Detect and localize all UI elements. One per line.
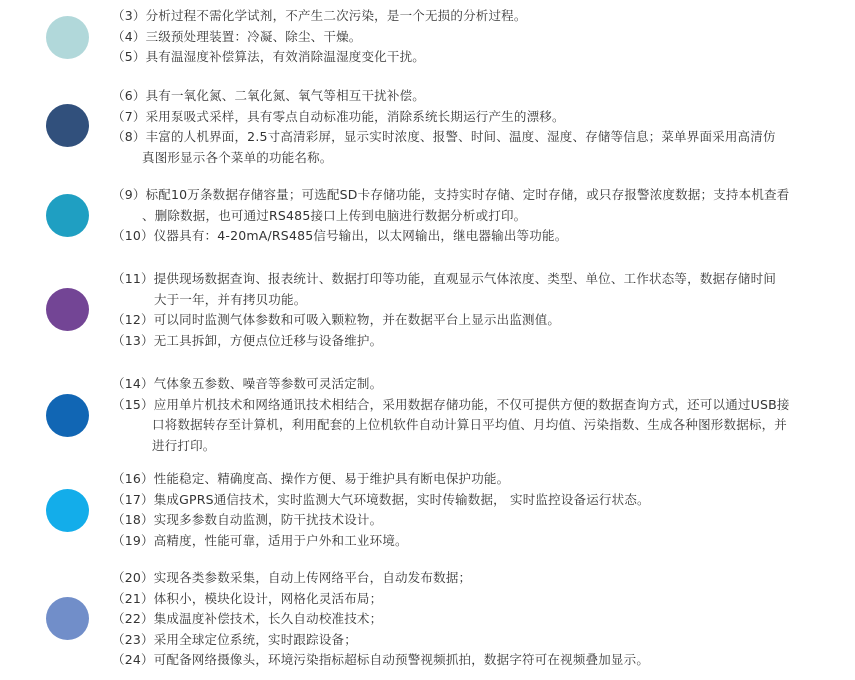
feature-list: [112, 568, 837, 671]
feature-item: [112, 269, 837, 310]
feature-number: （11）: [112, 271, 154, 286]
feature-text: 采用全球定位系统，实时跟踪设备；: [153, 631, 357, 647]
feature-item: [112, 650, 837, 671]
feature-text: 应用单片机技术和网络通讯技术相结合，采用数据存储功能，不仅可提供方便的数据查询方式，还可以通过USB接: [153, 396, 790, 412]
feature-number: （14）: [112, 376, 154, 391]
feature-text: 采用泵吸式采样，具有零点自动标准功能，消除系统长期运行产生的漂移。: [145, 108, 565, 124]
feature-text: 具有温湿度补偿算法，有效消除温湿度变化干扰。: [145, 49, 425, 64]
feature-item: [112, 185, 837, 226]
feature-text-continued: 进行打印。: [152, 437, 216, 453]
group-bullet-circle: [46, 16, 89, 59]
feature-number: （13）: [112, 332, 154, 348]
feature-number: （15）: [112, 396, 154, 412]
feature-list: [112, 469, 837, 551]
feature-text: 实现各类参数采集，自动上传网络平台，自动发布数据；: [153, 570, 472, 585]
feature-text: 可配备网络摄像头，环境污染指标超标自动预警视频抓拍，数据字符可在视频叠加显示。: [153, 652, 650, 667]
feature-number: （24）: [112, 652, 154, 667]
feature-item: [112, 568, 837, 589]
feature-number: （20）: [112, 570, 154, 585]
feature-text: 标配10万条数据存储容量；可选配SD卡存储功能，支持实时存储、定时存储，或只存报警浓度数据；支持本机查看: [145, 187, 790, 202]
feature-text: 提供现场数据查询、报表统计、数据打印等功能，直观显示气体浓度、类型、单位、工作状态等，数据存储时间: [153, 271, 777, 286]
feature-list: [112, 374, 837, 456]
feature-item: [112, 6, 837, 27]
feature-number: （17）: [112, 491, 154, 507]
feature-text: 可以同时监测气体参数和可吸入颗粒物，并在数据平台上显示出监测值。: [153, 312, 561, 327]
feature-list: [112, 185, 837, 247]
feature-text: 三级预处理装置：冷凝、除尘、干燥。: [145, 28, 362, 44]
feature-number: （3）: [112, 8, 146, 23]
feature-text-continued: 大于一年，并有拷贝功能。: [154, 291, 307, 307]
feature-text: 实现多参数自动监测，防干扰技术设计。: [153, 512, 383, 527]
feature-text: 集成GPRS通信技术，实时监测大气环境数据，实时传输数据， 实时监控设备运行状态。: [153, 491, 650, 507]
group-bullet-circle: [46, 288, 89, 331]
feature-item: [112, 86, 837, 107]
feature-item: [112, 331, 837, 352]
feature-text: 仪器具有：4-20mA/RS485信号输出，以太网输出，继电器输出等功能。: [153, 228, 568, 243]
feature-number: （9）: [112, 187, 146, 202]
feature-text: 分析过程不需化学试剂，不产生二次污染，是一个无损的分析过程。: [145, 8, 527, 23]
feature-text: 性能稳定、精确度高、操作方便、易于维护具有断电保护功能。: [153, 471, 510, 486]
feature-number: （18）: [112, 512, 154, 527]
feature-text: 丰富的人机界面，2.5寸高清彩屏，显示实时浓度、报警、时间、温度、湿度、存储等信息；菜单界面采用高清仿: [145, 129, 776, 144]
feature-item: [112, 310, 837, 331]
feature-number: （19）: [112, 532, 154, 548]
feature-number: （4）: [112, 28, 146, 44]
feature-number: （8）: [112, 129, 146, 144]
feature-item: [112, 490, 837, 511]
feature-list: [112, 6, 837, 68]
feature-text: 体积小，模块化设计，网格化灵活布局；: [153, 590, 383, 606]
feature-item: [112, 609, 837, 630]
feature-list: [112, 269, 837, 351]
feature-text: 无工具拆卸，方便点位迁移与设备维护。: [153, 332, 383, 348]
feature-number: （5）: [112, 49, 146, 64]
group-bullet-circle: [46, 489, 89, 532]
feature-text: 集成温度补偿技术，长久自动校准技术；: [153, 611, 383, 626]
feature-item: [112, 27, 837, 48]
feature-item: [112, 531, 837, 552]
feature-number: （10）: [112, 228, 154, 243]
feature-number: （7）: [112, 108, 146, 124]
feature-item: [112, 127, 837, 168]
feature-item: [112, 226, 837, 247]
feature-number: （12）: [112, 312, 154, 327]
feature-item: [112, 47, 837, 68]
feature-text-continued: 真图形显示各个菜单的功能名称。: [142, 149, 333, 165]
feature-number: （22）: [112, 611, 154, 626]
feature-list: [112, 86, 837, 168]
feature-number: （6）: [112, 88, 146, 103]
feature-number: （21）: [112, 590, 154, 606]
feature-number: （23）: [112, 631, 154, 647]
group-bullet-circle: [46, 104, 89, 147]
feature-item: [112, 630, 837, 651]
feature-text: 气体象五参数、噪音等参数可灵活定制。: [153, 376, 383, 391]
feature-text: 高精度，性能可靠，适用于户外和工业环境。: [153, 532, 408, 548]
feature-item: [112, 469, 837, 490]
group-bullet-circle: [46, 597, 89, 640]
feature-text-continued: 、删除数据，也可通过RS485接口上传到电脑进行数据分析或打印。: [142, 207, 527, 223]
feature-item: [112, 510, 837, 531]
group-bullet-circle: [46, 394, 89, 437]
feature-item: [112, 589, 837, 610]
group-bullet-circle: [46, 194, 89, 237]
feature-text-continued: 口将数据转存至计算机，利用配套的上位机软件自动计算日平均值、月均值、污染指数、生成各种图形数据标，并: [152, 417, 788, 432]
feature-item: [112, 107, 837, 128]
feature-item: [112, 374, 837, 395]
feature-number: （16）: [112, 471, 154, 486]
feature-text: 具有一氧化氮、二氧化氮、氧气等相互干扰补偿。: [145, 88, 425, 103]
feature-item: [112, 395, 837, 457]
